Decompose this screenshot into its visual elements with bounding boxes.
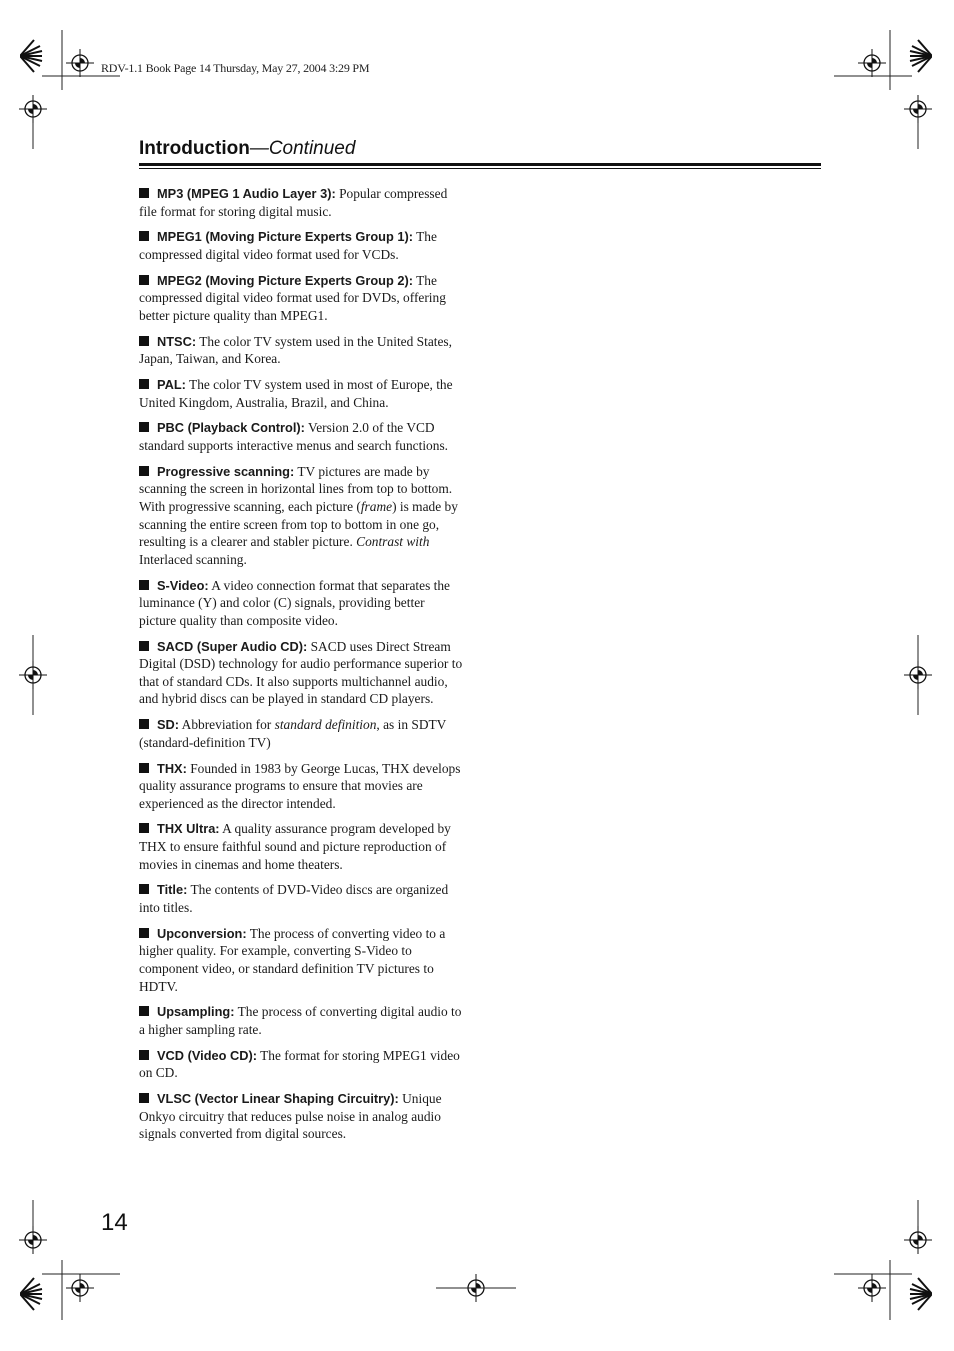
registration-line: [917, 1200, 919, 1226]
glossary-term: Title:: [157, 882, 188, 898]
glossary-term: SACD (Super Audio CD):: [157, 638, 308, 654]
glossary-emphasis: frame: [360, 499, 393, 515]
glossary-entry: [139, 376, 464, 411]
glossary-term: PBC (Playback Control):: [157, 420, 305, 436]
glossary-definition: Founded in 1983 by George Lucas, THX develops quality assurance programs to ensure that movies are experienced as the director intended.: [139, 760, 461, 811]
square-bullet-icon: [139, 928, 149, 938]
glossary-entry: [139, 760, 464, 813]
color-wheel-icon: [20, 1276, 44, 1312]
glossary-definition: Interlaced scanning.: [139, 551, 247, 567]
registration-target-icon: [66, 1274, 94, 1302]
glossary-definition: Version 2.0 of the VCD standard supports interactive menus and search functions.: [139, 420, 449, 454]
square-bullet-icon: [139, 466, 149, 476]
glossary-definition: Unique Onkyo circuitry that reduces pulse noise in analog audio signals converted from digital sources.: [139, 1091, 442, 1142]
glossary-term: Upsampling:: [157, 1004, 235, 1020]
glossary-definition: A quality assurance program developed by THX to ensure faithful sound and picture reproduction of movies in cinemas and home theaters.: [139, 821, 451, 872]
glossary-entry: [139, 820, 464, 873]
glossary-entry: [139, 716, 464, 751]
color-wheel-icon: [908, 38, 932, 74]
square-bullet-icon: [139, 188, 149, 198]
glossary-definition: The color TV system used in the United States, Japan, Taiwan, and Korea.: [139, 333, 452, 367]
glossary-definition: TV pictures are made by scanning the screen in horizontal lines from top to bottom. With progressive scanning, each picture (: [139, 463, 453, 515]
print-header: RDV-1.1 Book Page 14 Thursday, May 27, 2004 3:29 PM: [101, 61, 370, 75]
glossary-entry: [139, 419, 464, 454]
glossary-list: [139, 185, 464, 1151]
registration-target-icon: [904, 95, 932, 123]
glossary-entry: [139, 925, 464, 995]
glossary-entry: [139, 463, 464, 569]
glossary-term: Progressive scanning:: [157, 463, 295, 479]
glossary-definition: The contents of DVD-Video discs are organized into titles.: [139, 882, 449, 916]
glossary-definition: The compressed digital video format used for DVDs, offering better picture quality than MPEG1.: [139, 272, 446, 323]
glossary-term: VCD (Video CD):: [157, 1047, 258, 1063]
glossary-definition: The format for storing MPEG1 video on CD.: [139, 1047, 460, 1081]
glossary-definition: , as in SDTV (standard-definition TV): [139, 717, 447, 750]
glossary-entry: [139, 185, 464, 220]
glossary-term: VLSC (Vector Linear Shaping Circuitry):: [157, 1091, 399, 1107]
square-bullet-icon: [139, 823, 149, 833]
glossary-entry: [139, 577, 464, 630]
registration-line: [436, 1287, 516, 1289]
square-bullet-icon: [139, 763, 149, 773]
registration-line: [32, 635, 34, 715]
glossary-term: THX Ultra:: [157, 821, 220, 837]
registration-line: [917, 635, 919, 715]
square-bullet-icon: [139, 422, 149, 432]
square-bullet-icon: [139, 336, 149, 346]
registration-line: [32, 1200, 34, 1226]
glossary-entry: [139, 1090, 464, 1143]
heading-rule-thin: [139, 168, 821, 169]
glossary-definition: The color TV system used in most of Europe, the United Kingdom, Australia, Brazil, and China.: [139, 377, 453, 410]
square-bullet-icon: [139, 231, 149, 241]
glossary-entry: [139, 1047, 464, 1082]
registration-target-icon: [19, 95, 47, 123]
glossary-definition: The process of converting digital audio to a higher sampling rate.: [139, 1004, 462, 1037]
registration-line: [32, 123, 34, 149]
heading-rule-thick: [139, 163, 821, 166]
glossary-definition: Abbreviation for: [179, 717, 275, 733]
glossary-term: THX:: [157, 760, 187, 776]
color-wheel-icon: [908, 1276, 932, 1312]
glossary-term: SD:: [157, 717, 180, 733]
glossary-definition: Popular compressed file format for storing digital music.: [139, 186, 448, 219]
registration-target-icon: [19, 1226, 47, 1254]
registration-target-icon: [904, 1226, 932, 1254]
glossary-term: PAL:: [157, 377, 186, 393]
section-continued: —Continued: [249, 138, 356, 159]
glossary-term: S-Video:: [157, 577, 209, 593]
square-bullet-icon: [139, 1050, 149, 1060]
square-bullet-icon: [139, 719, 149, 729]
glossary-term: MPEG2 (Moving Picture Experts Group 2):: [157, 272, 413, 288]
square-bullet-icon: [139, 580, 149, 590]
glossary-term: MP3 (MPEG 1 Audio Layer 3):: [157, 186, 336, 201]
glossary-entry: [139, 1003, 464, 1038]
page-number: 14: [101, 1209, 128, 1236]
square-bullet-icon: [139, 1093, 149, 1103]
registration-target-icon: [858, 1274, 886, 1302]
section-title: Introduction: [139, 138, 250, 159]
registration-target-icon: [66, 49, 94, 77]
glossary-entry: [139, 333, 464, 368]
glossary-definition: A video connection format that separates the luminance (Y) and color (C) signals, providing better picture quality than composite video.: [139, 577, 450, 628]
square-bullet-icon: [139, 884, 149, 894]
square-bullet-icon: [139, 379, 149, 389]
glossary-entry: [139, 638, 464, 708]
glossary-term: NTSC:: [157, 333, 197, 349]
square-bullet-icon: [139, 275, 149, 285]
glossary-entry: [139, 881, 464, 916]
color-wheel-icon: [20, 38, 44, 74]
glossary-definition: The compressed digital video format used for VCDs.: [139, 229, 437, 262]
registration-target-icon: [858, 49, 886, 77]
square-bullet-icon: [139, 641, 149, 651]
glossary-entry: [139, 228, 464, 263]
glossary-term: Upconversion:: [157, 925, 247, 941]
glossary-entry: [139, 272, 464, 325]
square-bullet-icon: [139, 1006, 149, 1016]
glossary-definition: ) is made by scanning the entire screen from top to bottom in one go, resulting is a clearer and stabler picture.: [139, 499, 458, 550]
glossary-definition: The process of converting video to a higher quality. For example, converting S-Video to component video, or standard definition TV pictures to HDTV.: [139, 925, 446, 994]
glossary-emphasis: Contrast with: [356, 534, 430, 550]
glossary-definition: SACD uses Direct Stream Digital (DSD) technology for audio performance superior to that of standard CDs. It also supports multichannel audio, and hybrid discs can be played in standard CD players.: [139, 638, 463, 707]
registration-line: [917, 123, 919, 149]
glossary-term: MPEG1 (Moving Picture Experts Group 1):: [157, 229, 413, 245]
page-title: [139, 138, 355, 160]
glossary-emphasis: standard definition: [274, 717, 377, 733]
